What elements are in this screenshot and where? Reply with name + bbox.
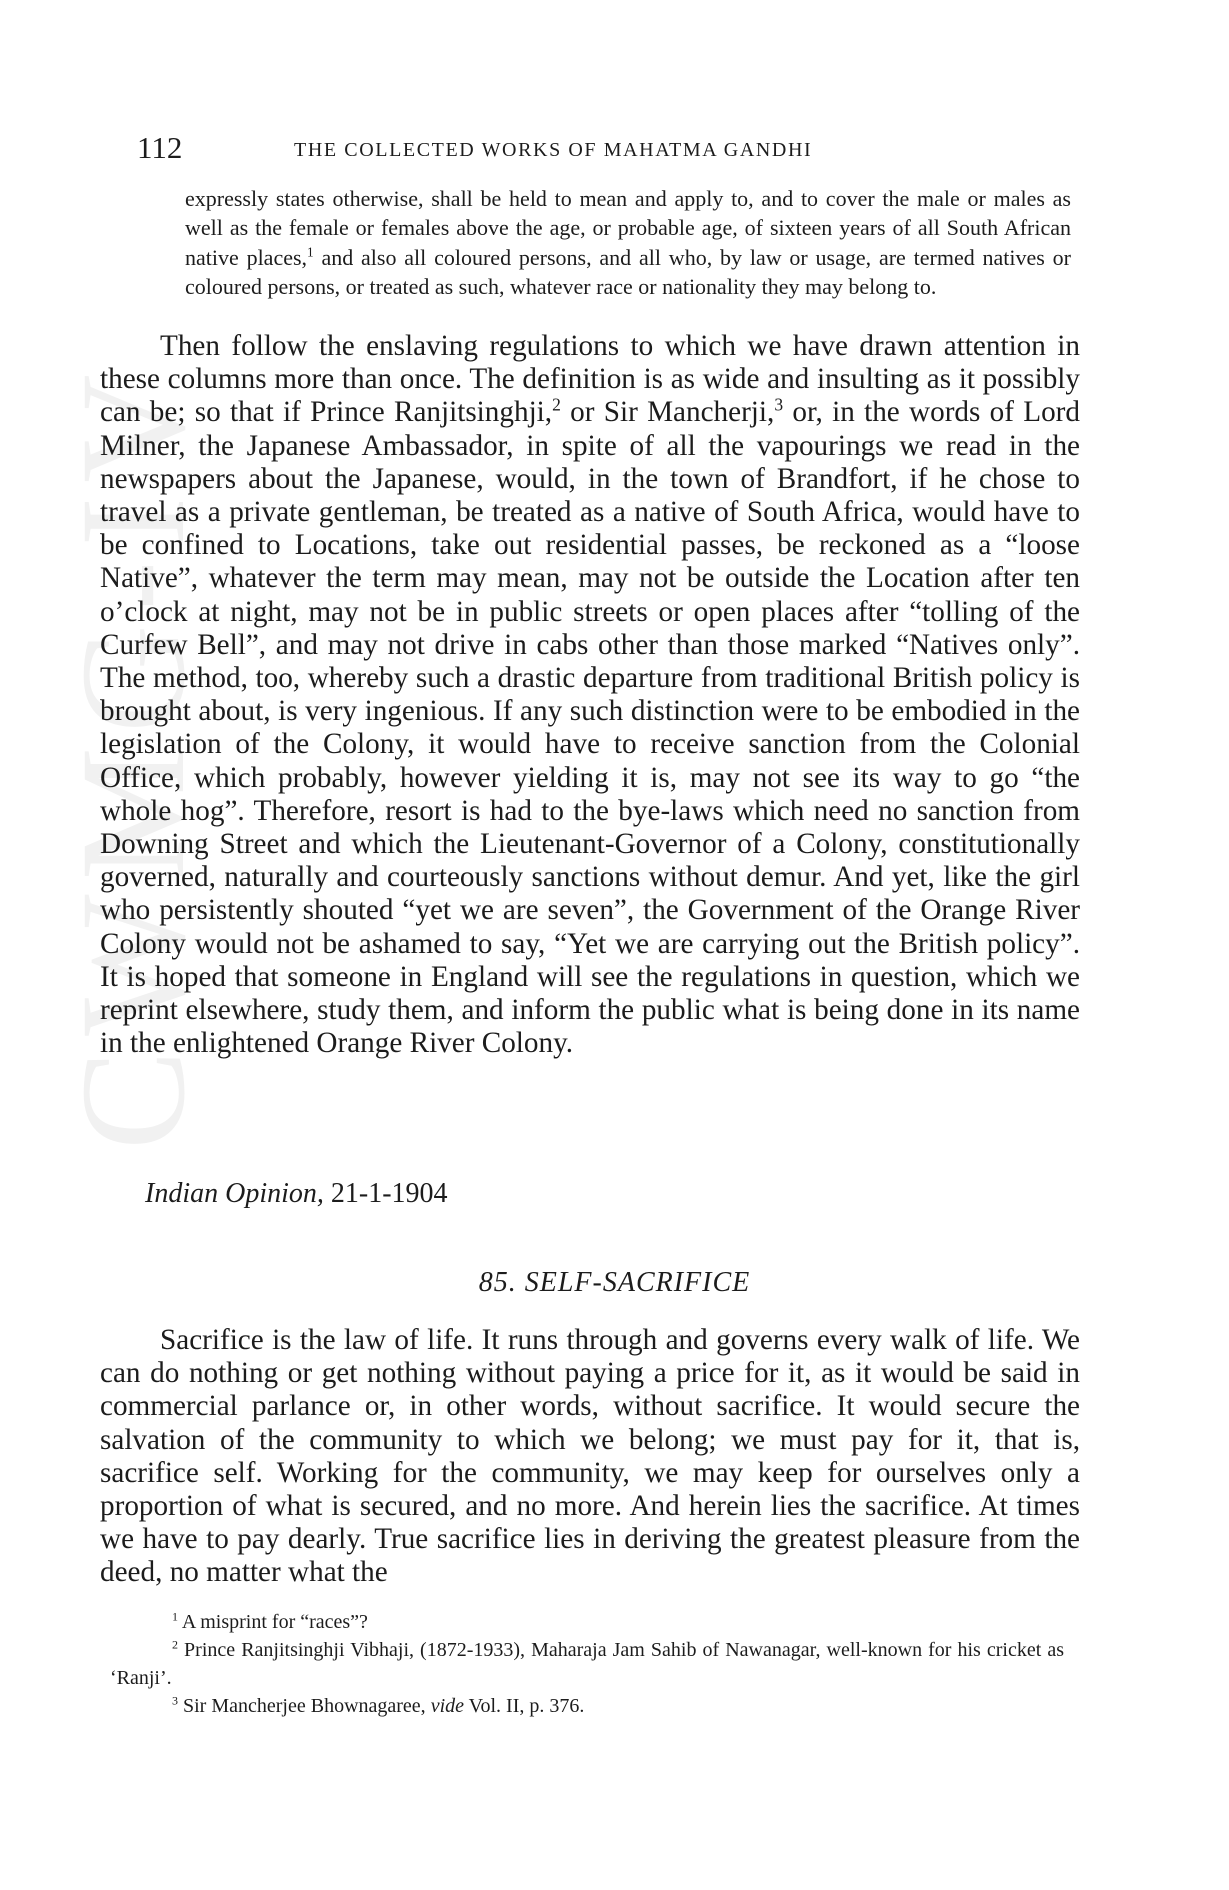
footnote-ref-3: 3 bbox=[774, 394, 784, 415]
footnote-text-end: Vol. II, p. 376. bbox=[464, 1695, 585, 1717]
running-title: THE COLLECTED WORKS OF MAHATMA GANDHI bbox=[294, 139, 813, 161]
body-paragraph-1 bbox=[100, 330, 1080, 1060]
footnote-number: 2 bbox=[172, 1637, 178, 1652]
section-title: 85. SELF-SACRIFICE bbox=[478, 1267, 751, 1298]
footnote-ref-1: 1 bbox=[307, 244, 314, 260]
para1-part2: or Sir Mancherji, bbox=[560, 396, 775, 429]
footnote-vide: vide bbox=[430, 1695, 464, 1717]
paragraph-text: Sacrifice is the law of life. It runs through and governs every walk of life. We can do nothing or get nothing without paying a price for it, as it would be said in commercial parlance or, in other words, without sacrifice. It would secure the salvation of the community to which we belong; we must pay for it, that is, sacrifice self. Working for the community, we may keep for ourselves only a proportion of what is secured, and no more. And herein lies the sacrifice. At times we have to pay dearly. True sacrifice lies in deriving the greatest pleasure from the deed, no matter what the bbox=[100, 1324, 1080, 1589]
footnote-text: A misprint for “races”? bbox=[178, 1611, 368, 1633]
page-number: 112 bbox=[137, 130, 183, 165]
para1-part1: Then follow the enslaving regulations to which we have drawn attention in these columns more than once. The definition is as wide and insulting as it possibly can be; so that if Prince Ranjitsinghji, bbox=[100, 330, 1080, 429]
watermark: CWMG-IV bbox=[50, 360, 216, 1150]
quote-text-part2: and also all coloured persons, and all who, by law or usage, are termed natives or coloured persons, or treated as such, whatever race or nationality they may belong to. bbox=[185, 244, 1071, 300]
quote-text bbox=[185, 184, 1071, 302]
footnotes bbox=[110, 1608, 1064, 1720]
source-citation bbox=[145, 1178, 645, 1210]
quote-text-part1: expressly states otherwise, shall be held to mean and apply to, and to cover the male or males as well as the female or females above the age, or probable age, of sixteen years of all South African native places, bbox=[185, 186, 1071, 270]
footnote-1 bbox=[110, 1608, 1064, 1636]
footnote-3 bbox=[110, 1692, 1064, 1720]
footnote-number: 3 bbox=[172, 1693, 178, 1708]
footnote-text: Prince Ranjitsinghji Vibhaji, (1872-1933), Maharaja Jam Sahib of Nawanagar, well-known for his cricket as ‘Ranji’. bbox=[110, 1639, 1064, 1689]
source-publication: Indian Opinion, bbox=[145, 1178, 324, 1209]
page-header bbox=[0, 130, 1229, 170]
footnote-ref-2: 2 bbox=[552, 394, 561, 415]
footnote-text: Sir Mancherjee Bhownagaree, bbox=[178, 1695, 431, 1717]
footnote-2 bbox=[110, 1636, 1064, 1692]
paragraph-text bbox=[100, 330, 1080, 1060]
para1-part3: or, in the words of Lord Milner, the Japanese Ambassador, in spite of all the vapourings we read in the newspapers about the Japanese, would, in the town of Brandfort, if he chose to travel as a private gentleman, be treated as a native of South Africa, would have to be confined to Locations, take out residential passes, be reckoned as a “loose Native”, whatever the term may mean, may not be outside the Location after ten o’clock at night, may not be in public streets or open places after “tolling of the Curfew Bell”, and may not drive in cabs other than those marked “Natives only”. The method, too, whereby such a drastic departure from traditional British policy is brought about, is very ingenious. If any such distinction were to be embodied in the legislation of the Colony, it would have to receive sanction from the Colonial Office, which probably, however yielding it is, may not see its way to go “the whole hog”. Therefore, resort is had to the bye-laws which need no sanction from Downing Street and which the Lieutenant-Governor of a Colony, constitutionally governed, naturally and courteously sanctions without demur. And yet, like the girl who persistently shouted “yet we are seven”, the Government of the Orange River Colony would not be ashamed to say, “Yet we are carrying out the British policy”. It is hoped that someone in England will see the regulations in question, which we reprint elsewhere, study them, and inform the public what is being done in its name in the enlightened Orange River Colony. bbox=[100, 396, 1080, 1060]
body-paragraph-2 bbox=[100, 1324, 1080, 1590]
footnote-number: 1 bbox=[172, 1609, 178, 1624]
source-date: 21-1-1904 bbox=[323, 1178, 448, 1209]
quoted-definition bbox=[185, 184, 1071, 302]
